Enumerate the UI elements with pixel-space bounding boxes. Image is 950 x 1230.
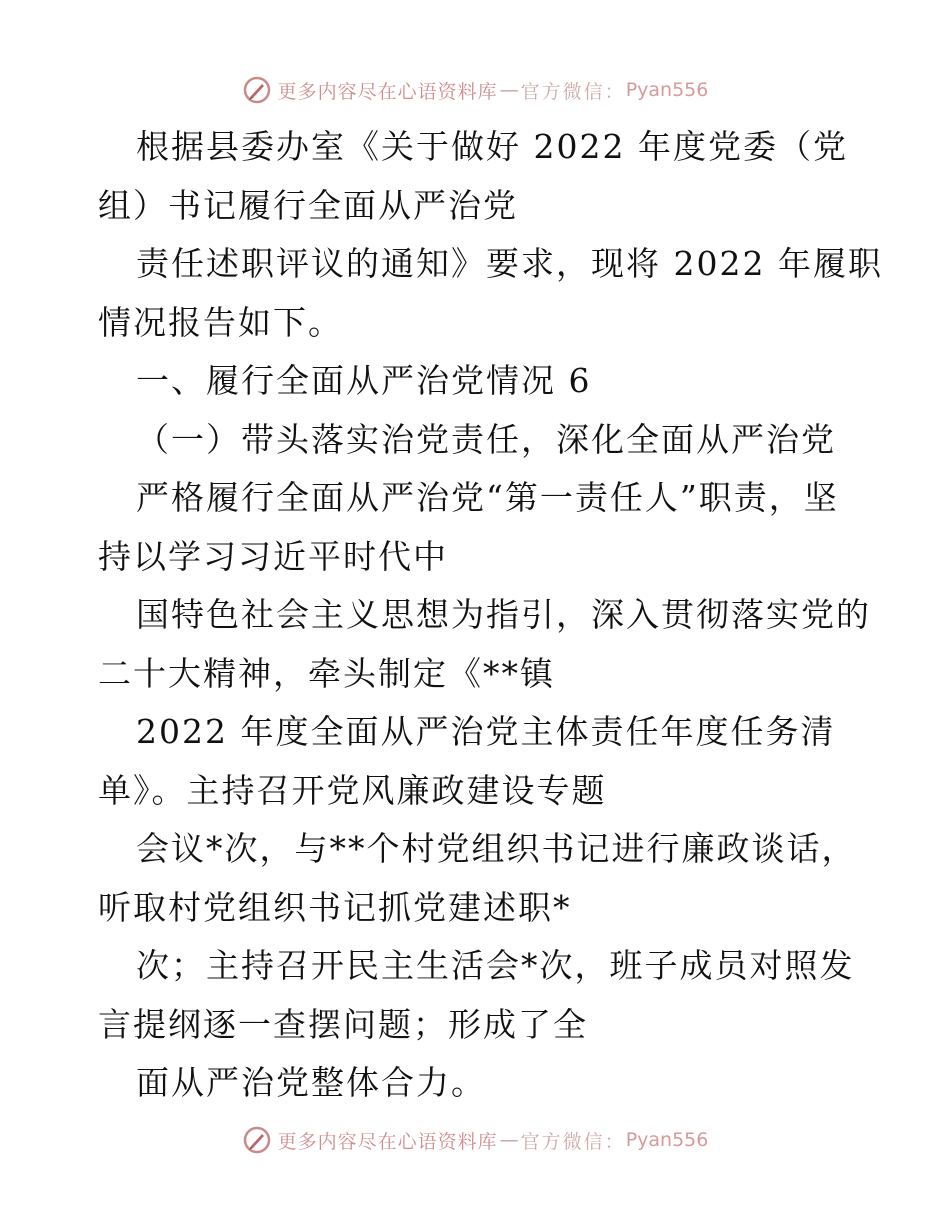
document-line: 责任述职评议的通知》要求，现将 2022 年履职	[136, 244, 883, 283]
document-line: 国特色社会主义思想为指引，深入贯彻落实党的	[136, 595, 871, 634]
watermark-wechat-id: Pyan556	[625, 79, 709, 101]
document-line: 二十大精神，牵头制定《**镇	[98, 653, 555, 693]
watermark-sub-text: 官方微信：	[520, 80, 626, 103]
watermark-header	[0, 70, 950, 110]
watermark-dash: —	[499, 1129, 519, 1151]
watermark-dash: —	[499, 79, 519, 101]
pen-logo-icon	[242, 75, 272, 105]
document-line: 2022 年度全面从严治党主体责任年度任务清	[136, 712, 836, 751]
document-line: 听取村党组织书记抓党建述职*	[98, 887, 572, 927]
watermark-sub-text: 官方微信：	[520, 1130, 626, 1153]
document-line: 言提纲逐一查摆问题；形成了全	[98, 1004, 588, 1044]
watermark-footer	[0, 1120, 950, 1160]
watermark-wechat-id: Pyan556	[625, 1129, 709, 1151]
document-line: 会议*次，与**个村党组织书记进行廉政谈话，	[136, 829, 857, 868]
document-line: 次；主持召开民主生活会*次，班子成员对照发	[136, 946, 855, 985]
document-line: 面从严治党整体合力。	[136, 1063, 486, 1102]
document-line: 单》。主持召开党风廉政建设专题	[98, 770, 607, 810]
document-line: 情况报告如下。	[98, 302, 343, 342]
document-line: 组）书记履行全面从严治党	[98, 185, 518, 225]
document-body	[98, 118, 883, 1113]
document-line: 一、履行全面从严治党情况 6	[136, 361, 592, 400]
pen-logo-icon	[242, 1125, 272, 1155]
watermark-main-text: 更多内容尽在心语资料库	[277, 80, 498, 103]
document-line: （一）带头落实治党责任，深化全面从严治党	[136, 419, 836, 459]
document-line: 严格履行全面从严治党“第一责任人”职责，坚	[136, 478, 839, 517]
watermark-main-text: 更多内容尽在心语资料库	[277, 1130, 498, 1153]
document-line: 根据县委办室《关于做好 2022 年度党委（党	[136, 127, 848, 166]
document-line: 持以学习习近平时代中	[98, 536, 448, 576]
